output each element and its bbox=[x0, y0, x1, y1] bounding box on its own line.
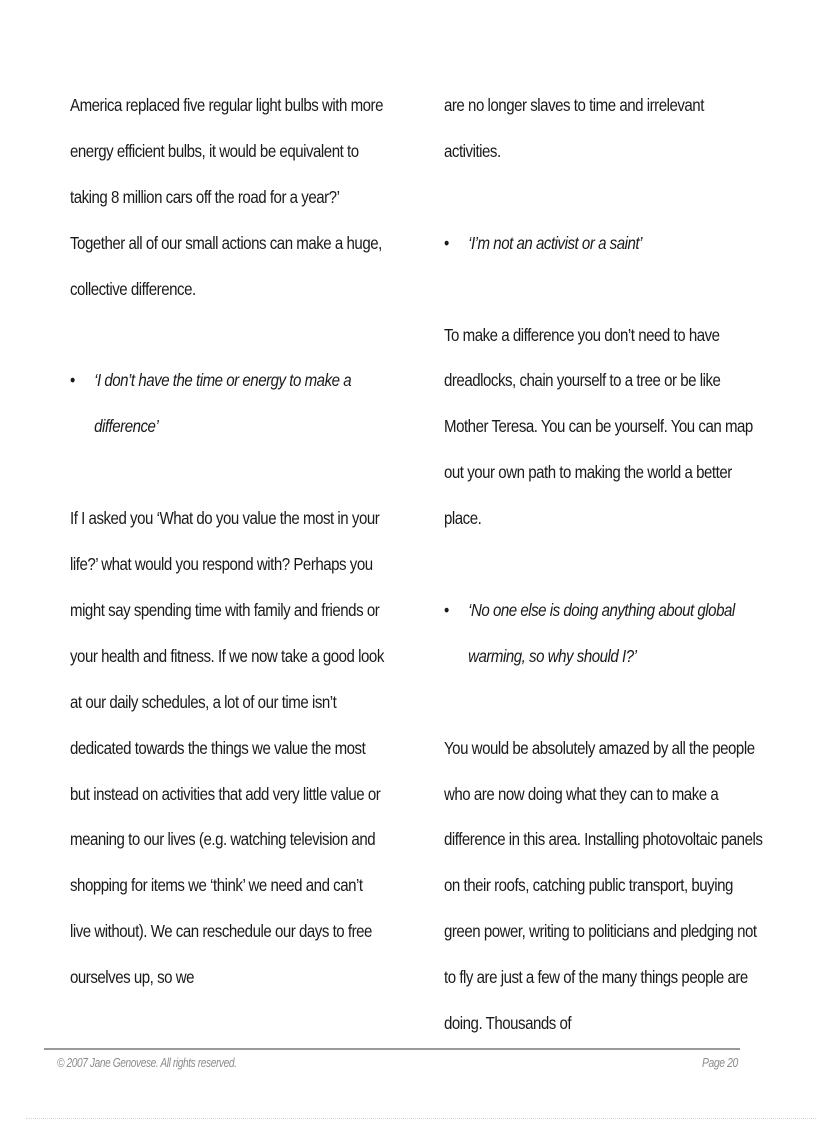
footer-copyright: © 2007 Jane Genovese. All rights reserved. bbox=[57, 1055, 237, 1070]
paragraph: You would be absolutely amazed by all the people who are now doing what they can to make a difference in this area. Installing photovoltaic panels on their roofs, catching public transport, buying green power, writing to politicians and pledging not to fly are just a few of the many things people are doing. Thousands of bbox=[444, 737, 763, 1034]
bullet-item bbox=[444, 588, 787, 680]
paragraph: America replaced five regular light bulbs with more energy efficient bulbs, it would be equivalent to taking 8 million cars off the road for a year?’ Together all of our small actions can make a huge, collective difference. bbox=[70, 95, 383, 299]
bullet-dot: • bbox=[70, 370, 75, 391]
page-number: Page 20 bbox=[702, 1055, 738, 1070]
left-column bbox=[70, 83, 385, 1001]
bullet-item bbox=[70, 358, 408, 450]
paragraph: If I asked you ‘What do you value the most in your life?’ what would you respond with? Perhaps you might say spending time with family and friends or your health and fitness. If we now take a good look at our daily schedules, a lot of our time isn’t dedicated towards the things we value the most but instead on activities that add very little value or meaning to our lives (e.g. watching television and shopping for items we ‘think’ we need and can’t live without). We can reschedule our days to free ourselves up, so we bbox=[70, 508, 384, 988]
page-edge bbox=[26, 1118, 816, 1119]
bullet-text: ‘I’m not an activist or a saint’ bbox=[468, 232, 642, 253]
paragraph: To make a difference you don’t need to have dreadlocks, chain yourself to a tree or be like Mother Teresa. You can be yourself. You can map out your own path to making the world a better place. bbox=[444, 324, 753, 529]
bullet-text: ‘I don’t have the time or energy to make a difference’ bbox=[94, 370, 352, 437]
footer-divider bbox=[44, 1048, 740, 1050]
bullet-text: ‘No one else is doing anything about global warming, so why should I?’ bbox=[468, 599, 735, 666]
bullet-item bbox=[444, 221, 787, 267]
bullet-dot: • bbox=[444, 599, 449, 620]
bullet-dot: • bbox=[444, 232, 449, 253]
paragraph: are no longer slaves to time and irrelevant activities. bbox=[444, 95, 704, 161]
right-column bbox=[444, 83, 764, 1047]
